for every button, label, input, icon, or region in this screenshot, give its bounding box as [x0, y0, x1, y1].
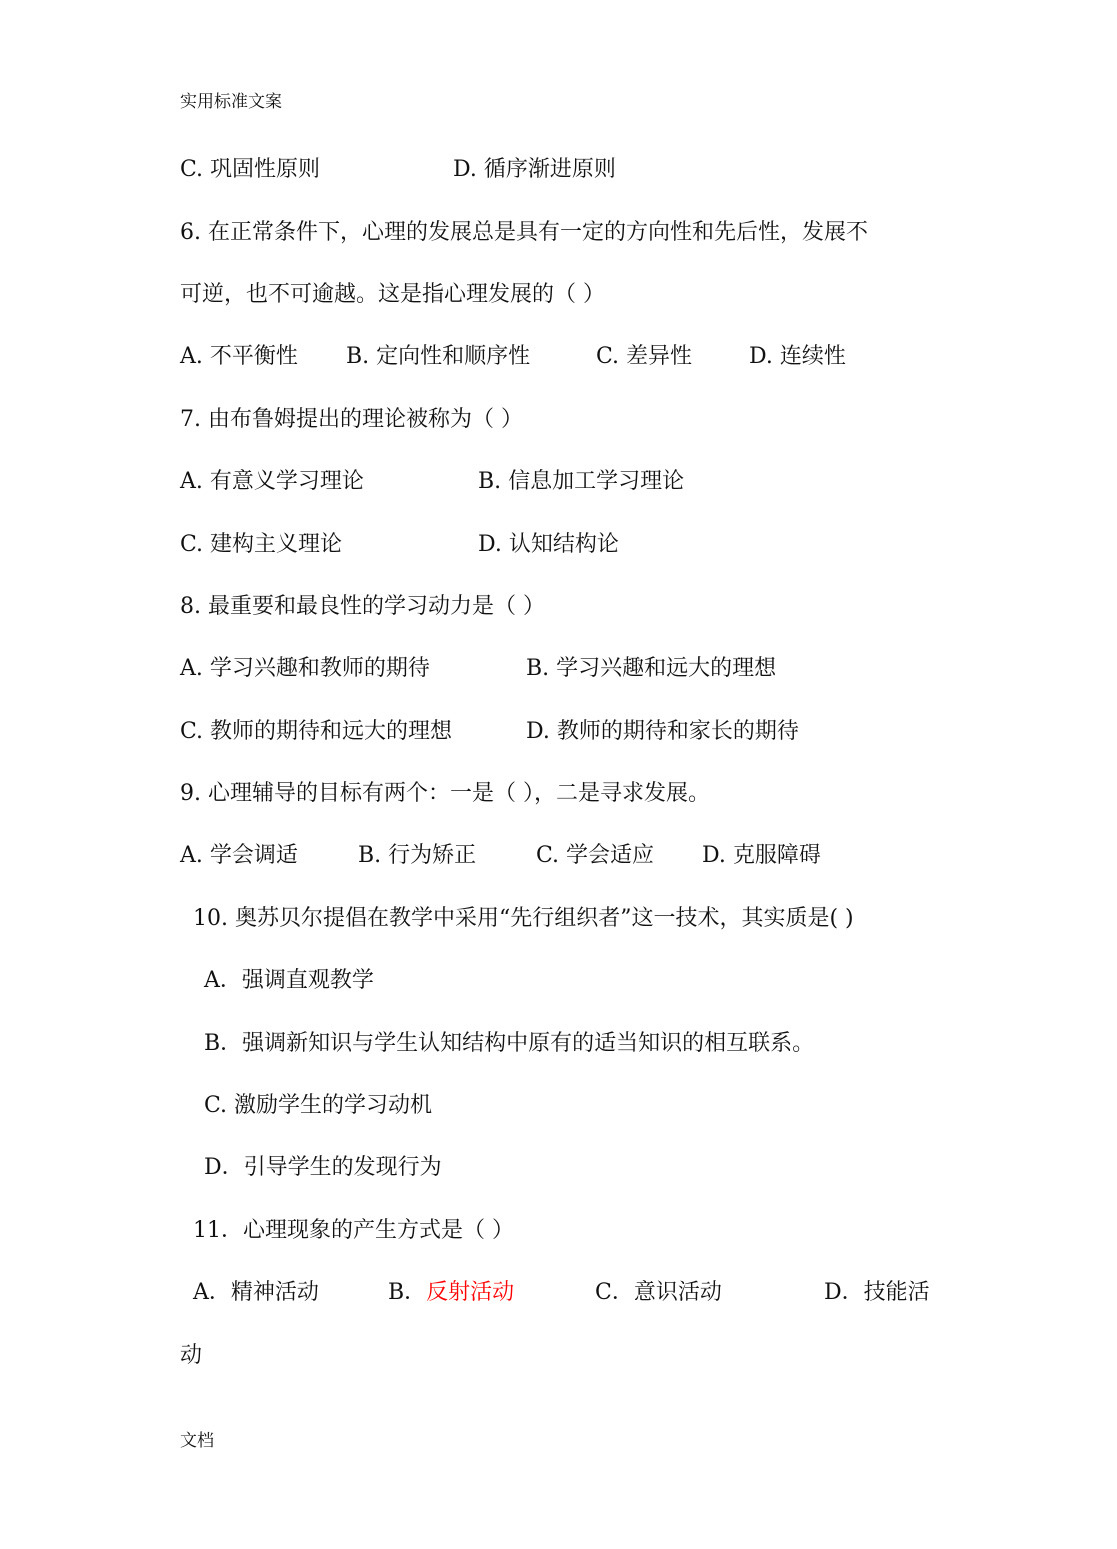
q11-option-d: D．技能活 [824, 1280, 930, 1305]
q11-answer-highlight: 反射活动 [426, 1280, 515, 1305]
q6-stem-line2: 可逆，也不可逾越。这是指心理发展的（ ） [180, 282, 605, 307]
q11-option-a: A．精神活动 [193, 1280, 319, 1305]
page-footer: 文档 [180, 1431, 214, 1451]
q9-stem: 9. 心理辅导的目标有两个：一是（ ），二是寻求发展。 [180, 781, 710, 806]
q8-stem: 8. 最重要和最良性的学习动力是（ ） [180, 594, 545, 619]
page-header: 实用标准文案 [180, 92, 282, 112]
q5-option-d: D. 循序渐进原则 [453, 157, 616, 182]
q6-stem-line1: 6. 在正常条件下，心理的发展总是具有一定的方向性和先后性，发展不 [180, 220, 868, 245]
q10-option-d: D．引导学生的发现行为 [204, 1155, 442, 1180]
q11-option-c: C．意识活动 [595, 1280, 722, 1305]
q7-option-d: D. 认知结构论 [478, 532, 619, 557]
q7-option-c: C. 建构主义理论 [180, 532, 343, 557]
q9-option-a: A. 学会调适 [180, 843, 298, 868]
q8-option-d: D. 教师的期待和家长的期待 [526, 719, 799, 744]
q9-option-c: C. 学会适应 [536, 843, 655, 868]
q8-option-b: B. 学习兴趣和远大的理想 [526, 656, 777, 681]
q11-stem: 11．心理现象的产生方式是（ ） [193, 1218, 514, 1243]
q6-option-c: C. 差异性 [596, 344, 693, 369]
q9-option-b: B. 行为矫正 [358, 843, 477, 868]
q8-option-c: C. 教师的期待和远大的理想 [180, 719, 453, 744]
q6-option-a: A. 不平衡性 [180, 344, 298, 369]
q7-stem: 7. 由布鲁姆提出的理论被称为（ ） [180, 407, 523, 432]
q8-option-a: A. 学习兴趣和教师的期待 [180, 656, 430, 681]
q10-option-c: C. 激励学生的学习动机 [204, 1093, 433, 1118]
q11-option-b [388, 1278, 514, 1308]
q11-option-b-prefix: B． [388, 1280, 427, 1305]
q10-option-b: B．强调新知识与学生认知结构中原有的适当知识的相互联系。 [204, 1031, 815, 1056]
q10-option-a: A．强调直观教学 [204, 968, 374, 993]
q7-option-b: B. 信息加工学习理论 [478, 469, 685, 494]
q6-option-b: B. 定向性和顺序性 [346, 344, 531, 369]
q10-stem: 10. 奥苏贝尔提倡在教学中采用“先行组织者”这一技术，其实质是( ) [193, 906, 854, 931]
q11-option-d-continued: 动 [180, 1343, 203, 1368]
q7-option-a: A. 有意义学习理论 [180, 469, 364, 494]
q6-option-d: D. 连续性 [749, 344, 846, 369]
q9-option-d: D. 克服障碍 [702, 843, 821, 868]
q5-option-c: C. 巩固性原则 [180, 157, 321, 182]
